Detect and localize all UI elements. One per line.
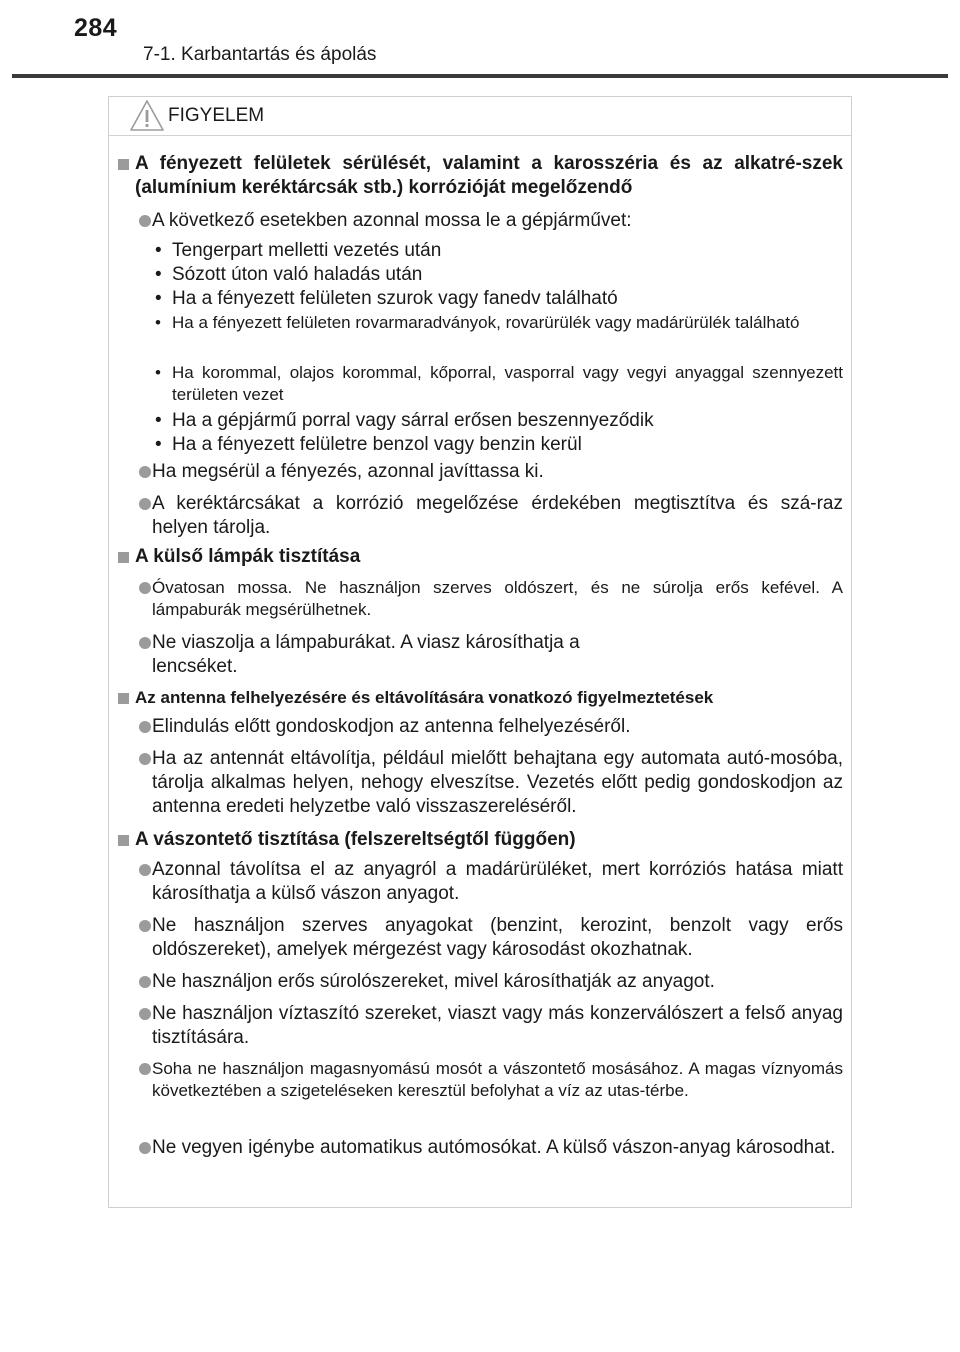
warning-header (109, 97, 851, 136)
square-bullet-icon (118, 693, 129, 704)
circle-bullet-icon (139, 637, 151, 649)
dot-bullet-icon: • (155, 410, 162, 431)
circle-bullet-icon (139, 466, 151, 478)
circle-bullet-icon (139, 1142, 151, 1154)
square-bullet-icon (118, 552, 129, 563)
page-number: 284 (74, 14, 118, 42)
warning-triangle-icon (129, 99, 165, 133)
warning-label: FIGYELEM (168, 105, 265, 126)
circle-bullet-icon (139, 753, 151, 765)
circle-bullet-icon (139, 582, 151, 594)
circle-bullet-icon (139, 864, 151, 876)
chapter-title: 7-1. Karbantartás és ápolás (143, 44, 377, 65)
circle-bullet-icon (139, 498, 151, 510)
circle-bullet-icon (139, 721, 151, 733)
dot-bullet-icon: • (155, 240, 162, 261)
header-rule (12, 74, 948, 78)
warning-box (108, 96, 852, 1208)
dot-bullet-icon: • (155, 288, 162, 309)
dot-bullet-icon: • (155, 434, 162, 455)
warning-content: A fényezett felületek sérülését, valamint a karosszéria és az alkatré-szek (alumínium keréktárcsák stb.) korrózióját megelőzendő A következő esetekben azonnal mossa le a gépjárművet: • Tengerpart melletti vezetés után • Sózott úton való haladás után • Ha a fényezett felületen szurok vagy fanedv található • Ha a fényezett felületen rovarmaradványok, rovarürülék vagy madárürülék található • Ha korommal, olajos korommal, kőporral, vasporral vagy vegyi anyaggal szennyezett területen vezet • Ha a gépjármű porral vagy sárral erősen beszennyeződik • Ha a fényezett felületre benzol vagy benzin kerül Ha megsérül a fényezés, azonnal javíttassa ki. A keréktárcsákat a korrózió megelőzése érdekében megtisztítva és szá-raz helyen tárolja. A külső lámpák tisztítása Óvatosan mossa. Ne használjon szerves oldószert, és ne súrolja erős kefével. A lámpaburák megsérülhetnek. Ne viaszolja a lámpaburákat. A viasz károsíthatja a lencséket. Az antenna felhelyezésére és eltávolítására vonatkozó figyelmeztetések Elindulás előtt gondoskodjon az antenna felhelyezéséről. Ha az antennát eltávolítja, például mielőtt behajtana egy automata autó-mosóba, tárolja alkalmas helyen, nehogy elveszítse. Vezetés előtt pedig gondoskodjon az antenna eredeti helyzetbe való visszaszereléséről. A vászontető tisztítása (felszereltségtől függően) Azonnal távolítsa el az anyagról a madárürüléket, mert korróziós hatása miatt károsíthatja a külső vászon anyagot. Ne használjon szerves anyagokat (benzint, kerozint, benzolt vagy erős oldószereket), amelyek mérgezést vagy károsodást okozhatnak. Ne használjon erős súrolószereket, mivel károsíthatják az anyagot. Ne használjon víztaszító szereket, viaszt vagy más konzerválószert a felső anyag tisztítására. Soha ne használjon magasnyomású mosót a vászontető mosásához. A magas víznyomás következtében a szigeteléseken keresztül befolyhat a víz az utas-térbe. Ne vegyen igénybe automatikus autómosókat. A külső vászon-anyag károsodhat. (109, 136, 851, 1207)
dot-bullet-icon: • (155, 264, 162, 285)
circle-bullet-icon (139, 976, 151, 988)
circle-bullet-icon (139, 215, 151, 227)
dot-bullet-icon: • (155, 313, 161, 332)
square-bullet-icon (118, 835, 129, 846)
circle-bullet-icon (139, 1063, 151, 1075)
circle-bullet-icon (139, 1008, 151, 1020)
square-bullet-icon (118, 159, 129, 170)
dot-bullet-icon: • (155, 363, 161, 382)
circle-bullet-icon (139, 920, 151, 932)
